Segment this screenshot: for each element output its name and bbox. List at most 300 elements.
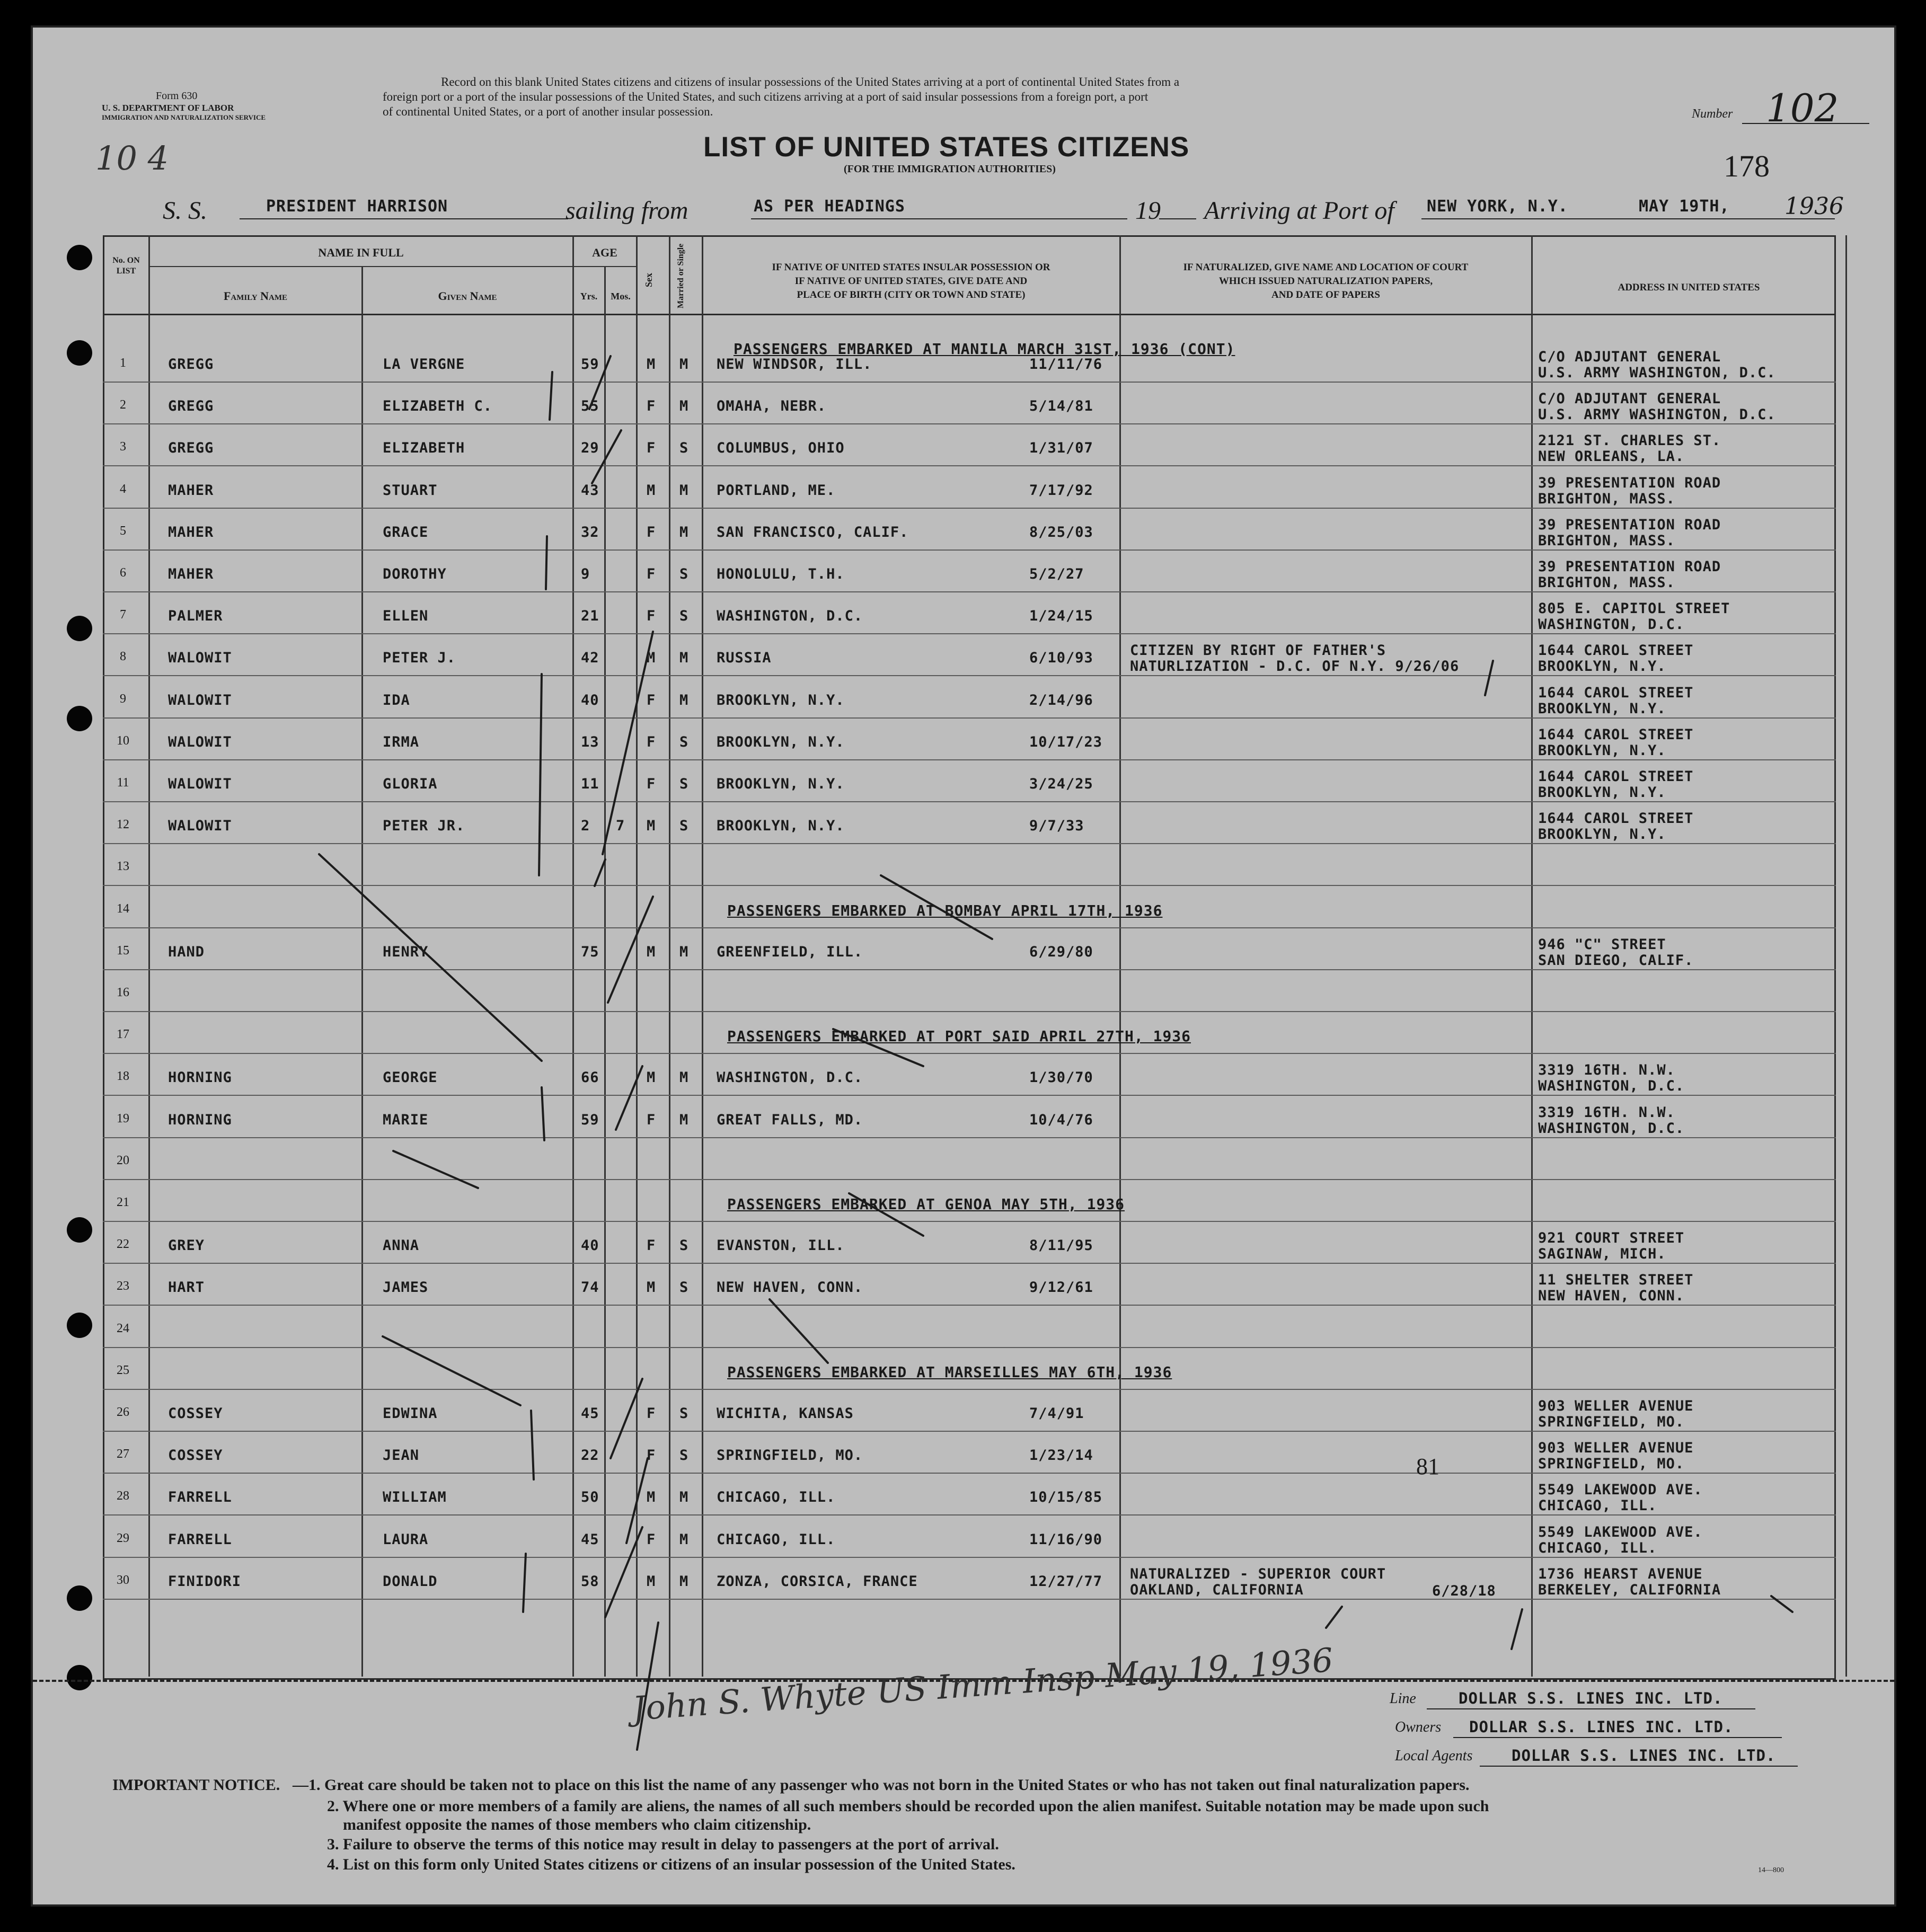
family-name: COSSEY	[168, 1405, 223, 1422]
birthdate: 7/17/92	[1029, 482, 1093, 499]
age-years: 21	[581, 608, 599, 625]
birthplace: ZONZA, CORSICA, FRANCE	[717, 1573, 918, 1590]
sex: F	[647, 1237, 656, 1254]
birthdate: 12/27/77	[1029, 1573, 1103, 1590]
sex: F	[647, 524, 656, 540]
age-years: 2	[581, 818, 590, 835]
marital-status: M	[679, 356, 689, 373]
address-line1: 946 "C" STREET	[1538, 936, 1666, 953]
marital-status: M	[679, 1489, 689, 1506]
birthplace: SPRINGFIELD, MO.	[717, 1447, 863, 1464]
agents-label: Local Agents	[1395, 1748, 1473, 1764]
given-name: JEAN	[383, 1447, 420, 1464]
sex: M	[647, 356, 656, 373]
family-name: WALOWIT	[168, 692, 232, 708]
age-years: 13	[581, 733, 599, 750]
instruction-line-1: Record on this blank United States citizens and citizens of insular possessions of the United States arriving at a port of continental United States from a	[441, 75, 1180, 88]
naturalization-line2: OAKLAND, CALIFORNIA	[1130, 1581, 1304, 1598]
age-years: 45	[581, 1405, 599, 1422]
row-number: 16	[117, 986, 129, 999]
age-years: 9	[581, 566, 590, 582]
birthdate: 1/30/70	[1029, 1069, 1093, 1086]
tick-mark	[849, 1193, 923, 1236]
department: U. S. DEPARTMENT OF LABOR	[102, 103, 234, 113]
birthplace: GREAT FALLS, MD.	[717, 1111, 863, 1128]
tick-mark	[539, 674, 542, 875]
tick-mark	[523, 1554, 526, 1612]
arrival-year: 1936	[1784, 193, 1844, 220]
marital-status: S	[679, 1279, 689, 1296]
sex: F	[647, 608, 656, 625]
address-line2: BROOKLYN, N.Y.	[1538, 826, 1666, 843]
notice-2b: manifest opposite the names of those members who claim citizenship.	[343, 1816, 811, 1833]
header-sex: Sex	[643, 273, 654, 287]
sex: M	[647, 1573, 656, 1590]
line-label: Line	[1390, 1690, 1416, 1707]
age-years: 75	[581, 943, 599, 960]
sex: F	[647, 692, 656, 708]
port-name: NEW YORK, N.Y.	[1427, 197, 1568, 216]
line-value: DOLLAR S.S. LINES INC. LTD.	[1459, 1689, 1723, 1707]
address-line1: 3319 16TH. N.W.	[1538, 1062, 1675, 1079]
header-no: No. ON LIST	[112, 256, 140, 276]
section-heading: PASSENGERS EMBARKED AT GENOA MAY 5TH, 1936	[727, 1195, 1125, 1213]
marital-status: M	[679, 1069, 689, 1086]
marital-status: M	[679, 650, 689, 667]
notice-3: 3. Failure to observe the terms of this notice may result in delay to passengers at the port of arrival.	[327, 1836, 999, 1853]
birthdate: 6/10/93	[1029, 650, 1093, 667]
age-years: 43	[581, 482, 599, 499]
margin-note: 10 4	[95, 139, 169, 178]
address-line2: SAGINAW, MICH.	[1538, 1246, 1666, 1263]
sex: M	[647, 650, 656, 667]
age-months: 7	[616, 818, 625, 835]
address-line1: 1644 CAROL STREET	[1538, 726, 1694, 743]
address-line1: 5549 LAKEWOOD AVE.	[1538, 1482, 1703, 1499]
given-name: ELIZABETH	[383, 440, 465, 457]
address-line1: 39 PRESENTATION ROAD	[1538, 474, 1721, 491]
ship-name: PRESIDENT HARRISON	[266, 197, 448, 216]
stamp-number: 178	[1724, 149, 1770, 183]
year-prefix: 19	[1135, 197, 1161, 225]
birthplace: WICHITA, KANSAS	[717, 1405, 854, 1422]
family-name: WALOWIT	[168, 818, 232, 835]
marital-status: S	[679, 566, 689, 582]
header-birth-line1: IF NATIVE OF UNITED STATES INSULAR POSSESSION OR	[772, 262, 1050, 273]
marital-status: M	[679, 943, 689, 960]
header-nat-line2: WHICH ISSUED NATURALIZATION PAPERS,	[1218, 276, 1433, 287]
family-name: FARRELL	[168, 1531, 232, 1548]
marital-status: S	[679, 1405, 689, 1422]
address-line2: WASHINGTON, D.C.	[1538, 1078, 1685, 1095]
sex: F	[647, 440, 656, 457]
arriving-label: Arriving at Port of	[1204, 197, 1394, 225]
family-name: PALMER	[168, 608, 223, 625]
owners-label: Owners	[1395, 1719, 1442, 1735]
given-name: MARIE	[383, 1111, 429, 1128]
given-name: EDWINA	[383, 1405, 438, 1422]
form-code: 14—800	[1758, 1866, 1784, 1874]
sex: F	[647, 776, 656, 792]
tick-mark	[589, 356, 611, 409]
tick-mark	[550, 372, 552, 420]
family-name: MAHER	[168, 566, 214, 582]
given-name: JAMES	[383, 1279, 429, 1296]
address-line2: CHICAGO, ILL.	[1538, 1539, 1657, 1556]
marital-status: M	[679, 1531, 689, 1548]
notice-1: —1. Great care should be taken not to place on this list the name of any passenger who was not born in the United States or who has not taken out final naturalization papers.	[293, 1776, 1470, 1794]
tick-mark	[608, 897, 653, 1003]
birthdate: 10/4/76	[1029, 1111, 1093, 1128]
age-years: 55	[581, 398, 599, 415]
sex: M	[647, 1279, 656, 1296]
family-name: GREGG	[168, 398, 214, 415]
page-subtitle: (FOR THE IMMIGRATION AUTHORITIES)	[844, 163, 1056, 175]
marital-status: S	[679, 733, 689, 750]
marital-status: M	[679, 482, 689, 499]
tick-mark	[531, 1411, 534, 1479]
birthdate: 8/25/03	[1029, 524, 1093, 540]
tick-mark	[592, 430, 621, 483]
marital-status: M	[679, 398, 689, 415]
address-line2: NEW ORLEANS, LA.	[1538, 448, 1685, 465]
agents-value: DOLLAR S.S. LINES INC. LTD.	[1512, 1747, 1776, 1765]
section-heading: PASSENGERS EMBARKED AT MARSEILLES MAY 6TH, 1936	[727, 1363, 1172, 1381]
given-name: WILLIAM	[383, 1489, 447, 1506]
stamp-81: 81	[1416, 1454, 1439, 1479]
birthdate: 3/24/25	[1029, 776, 1093, 792]
tick-mark	[546, 536, 547, 589]
birthplace: OMAHA, NEBR.	[717, 398, 827, 415]
ss-label: S. S.	[163, 197, 207, 225]
row-number: 27	[117, 1447, 129, 1461]
header-family-name: Family Name	[223, 289, 288, 303]
given-name: ELLEN	[383, 608, 429, 625]
given-name: GRACE	[383, 524, 429, 540]
header-nat-line3: AND DATE OF PAPERS	[1271, 289, 1380, 300]
row-number: 2	[120, 398, 126, 412]
age-years: 11	[581, 776, 599, 792]
family-name: WALOWIT	[168, 776, 232, 792]
birthplace: GREENFIELD, ILL.	[717, 943, 863, 960]
birthdate: 11/16/90	[1029, 1531, 1103, 1548]
birthplace: PORTLAND, ME.	[717, 482, 836, 499]
address-line1: 1644 CAROL STREET	[1538, 810, 1694, 827]
address-line2: CHICAGO, ILL.	[1538, 1497, 1657, 1514]
birthplace: BROOKLYN, N.Y.	[717, 733, 845, 750]
tick-mark	[595, 859, 605, 886]
sex: F	[647, 1447, 656, 1464]
birthplace: EVANSTON, ILL.	[717, 1237, 845, 1254]
header-given-name: Given Name	[438, 289, 497, 303]
address-line1: 903 WELLER AVENUE	[1538, 1440, 1694, 1457]
header-birth-line3: PLACE OF BIRTH (CITY OR TOWN AND STATE)	[797, 289, 1026, 300]
row-number: 10	[117, 733, 129, 748]
address-line2: BROOKLYN, N.Y.	[1538, 700, 1666, 717]
tick-mark	[393, 1151, 478, 1188]
notice-title: IMPORTANT NOTICE.	[112, 1776, 280, 1794]
address-line2: U.S. ARMY WASHINGTON, D.C.	[1538, 365, 1776, 381]
age-years: 58	[581, 1573, 599, 1590]
section-heading: PASSENGERS EMBARKED AT BOMBAY APRIL 17TH, 1936	[727, 901, 1163, 919]
address-line1: 11 SHELTER STREET	[1538, 1272, 1694, 1289]
marital-status: S	[679, 818, 689, 835]
row-number: 11	[117, 776, 129, 790]
tick-mark	[626, 1458, 648, 1543]
age-years: 40	[581, 1237, 599, 1254]
header-birth-line2: IF NATIVE OF UNITED STATES, GIVE DATE AND	[794, 276, 1028, 287]
tick-mark	[881, 875, 992, 939]
age-years: 22	[581, 1447, 599, 1464]
address-line2: SPRINGFIELD, MO.	[1538, 1414, 1685, 1430]
given-name: STUART	[383, 482, 438, 499]
birthplace: WASHINGTON, D.C.	[717, 608, 863, 625]
sailing-label: sailing from	[566, 197, 688, 225]
marital-status: S	[679, 608, 689, 625]
birthdate: 1/24/15	[1029, 608, 1093, 625]
row-number: 15	[117, 943, 129, 958]
header-yrs: Yrs.	[580, 291, 598, 302]
header-married: Married or Single	[676, 243, 685, 308]
birthplace: NEW HAVEN, CONN.	[717, 1279, 863, 1296]
address-line1: 1644 CAROL STREET	[1538, 684, 1694, 701]
birthplace: CHICAGO, ILL.	[717, 1489, 836, 1506]
birthplace: BROOKLYN, N.Y.	[717, 776, 845, 792]
birthdate: 5/14/81	[1029, 398, 1093, 415]
row-number: 23	[117, 1279, 129, 1293]
address-line2: BRIGHTON, MASS.	[1538, 490, 1675, 507]
family-name: HORNING	[168, 1111, 232, 1128]
given-name: IRMA	[383, 733, 420, 750]
naturalization-line2: NATURLIZATION - D.C. OF N.Y. 9/26/06	[1130, 658, 1460, 675]
row-number: 3	[120, 440, 126, 454]
address-line1: 1644 CAROL STREET	[1538, 642, 1694, 659]
birthdate: 8/11/95	[1029, 1237, 1093, 1254]
birthdate: 1/23/14	[1029, 1447, 1093, 1464]
address-line1: 1644 CAROL STREET	[1538, 768, 1694, 785]
row-number: 19	[117, 1111, 129, 1125]
row-number: 7	[120, 608, 126, 622]
sex: M	[647, 482, 656, 499]
sex: M	[647, 1489, 656, 1506]
row-number: 29	[117, 1531, 129, 1545]
birthdate: 9/12/61	[1029, 1279, 1093, 1296]
birthplace: CHICAGO, ILL.	[717, 1531, 836, 1548]
family-name: FARRELL	[168, 1489, 232, 1506]
birthdate: 2/14/96	[1029, 692, 1093, 708]
birthdate: 1/31/07	[1029, 440, 1093, 457]
instruction-line-2: foreign port or a port of the insular possessions of the United States, and such citizens arriving at a port of said insular possessions from a foreign port, a port	[383, 90, 1148, 103]
birthplace: BROOKLYN, N.Y.	[717, 818, 845, 835]
row-number: 26	[117, 1405, 129, 1419]
birthdate: 9/7/33	[1029, 818, 1084, 835]
birthdate: 11/11/76	[1029, 356, 1103, 373]
given-name: IDA	[383, 692, 410, 708]
marital-status: M	[679, 1573, 689, 1590]
address-line2: NEW HAVEN, CONN.	[1538, 1288, 1685, 1305]
address-line1: 5549 LAKEWOOD AVE.	[1538, 1523, 1703, 1540]
address-line2: WASHINGTON, D.C.	[1538, 616, 1685, 633]
tick-mark	[637, 1623, 658, 1750]
row-number: 25	[117, 1363, 129, 1377]
address-line1: 805 E. CAPITOL STREET	[1538, 600, 1730, 617]
given-name: HENRY	[383, 943, 429, 960]
family-name: WALOWIT	[168, 733, 232, 750]
birthdate: 10/15/85	[1029, 1489, 1103, 1506]
family-name: GREGG	[168, 440, 214, 457]
row-number: 13	[117, 859, 129, 874]
family-name: MAHER	[168, 482, 214, 499]
naturalization-line1: CITIZEN BY RIGHT OF FATHER'S	[1130, 642, 1386, 659]
marital-status: S	[679, 1237, 689, 1254]
given-name: GLORIA	[383, 776, 438, 792]
address-line2: BERKELEY, CALIFORNIA	[1538, 1581, 1721, 1598]
birthplace: COLUMBUS, OHIO	[717, 440, 845, 457]
sex: M	[647, 1069, 656, 1086]
row-number: 17	[117, 1027, 129, 1042]
notice-4: 4. List on this form only United States citizens or citizens of an insular possession of the United States.	[327, 1856, 1015, 1873]
tick-mark	[603, 632, 653, 854]
address-line2: BRIGHTON, MASS.	[1538, 532, 1675, 549]
family-name: HORNING	[168, 1069, 232, 1086]
marital-status: S	[679, 776, 689, 792]
address-line2: SAN DIEGO, CALIF.	[1538, 952, 1694, 969]
address-line1: 39 PRESENTATION ROAD	[1538, 559, 1721, 575]
birthplace: WASHINGTON, D.C.	[717, 1069, 863, 1086]
address-line1: 903 WELLER AVENUE	[1538, 1398, 1694, 1414]
row-number: 24	[117, 1321, 129, 1335]
age-years: 42	[581, 650, 599, 667]
address-line2: SPRINGFIELD, MO.	[1538, 1456, 1685, 1473]
section-heading: PASSENGERS EMBARKED AT PORT SAID APRIL 27TH, 1936	[727, 1027, 1191, 1045]
family-name: GREGG	[168, 356, 214, 373]
address-line1: 39 PRESENTATION ROAD	[1538, 516, 1721, 533]
manifest-sheet	[31, 25, 1896, 1907]
age-years: 29	[581, 440, 599, 457]
birthplace: BROOKLYN, N.Y.	[717, 692, 845, 708]
age-years: 74	[581, 1279, 599, 1296]
header-address: ADDRESS IN UNITED STATES	[1618, 282, 1760, 293]
row-number: 22	[117, 1237, 129, 1252]
address-line2: BROOKLYN, N.Y.	[1538, 784, 1666, 801]
given-name: PETER J.	[383, 650, 456, 667]
header-mos: Mos.	[611, 291, 631, 302]
row-number: 5	[120, 524, 126, 538]
given-name: ANNA	[383, 1237, 420, 1254]
sex: M	[647, 818, 656, 835]
tick-mark	[542, 1087, 544, 1140]
pencil-marks	[33, 28, 1896, 1907]
row-number: 1	[120, 356, 126, 370]
tick-mark	[616, 1066, 642, 1130]
address-line1: 3319 16TH. N.W.	[1538, 1104, 1675, 1121]
age-years: 40	[581, 692, 599, 708]
birthdate: 7/4/91	[1029, 1405, 1084, 1422]
number-label: Number	[1692, 107, 1733, 121]
arrival-date: MAY 19TH,	[1639, 197, 1730, 216]
row-number: 9	[120, 692, 126, 706]
marital-status: S	[679, 1447, 689, 1464]
marital-status: M	[679, 692, 689, 708]
address-line1: C/O ADJUTANT GENERAL	[1538, 391, 1721, 407]
address-line1: 921 COURT STREET	[1538, 1230, 1685, 1247]
row-number: 6	[120, 566, 126, 580]
naturalization-date: 6/28/18	[1432, 1582, 1496, 1599]
tick-mark	[605, 1527, 642, 1617]
page-title: LIST OF UNITED STATES CITIZENS	[703, 131, 1190, 163]
family-name: FINIDORI	[168, 1573, 242, 1590]
age-years: 59	[581, 356, 599, 373]
sex: F	[647, 566, 656, 582]
age-years: 50	[581, 1489, 599, 1506]
number-value: 102	[1766, 86, 1839, 130]
age-years: 66	[581, 1069, 599, 1086]
form-number: Form 630	[156, 90, 198, 102]
sex: F	[647, 733, 656, 750]
birthplace: HONOLULU, T.H.	[717, 566, 845, 582]
sex: F	[647, 1111, 656, 1128]
instruction-line-3: of continental United States, or a port of another insular possession.	[383, 105, 713, 118]
marital-status: M	[679, 1111, 689, 1128]
tick-mark	[319, 854, 542, 1061]
header-nat-line1: IF NATURALIZED, GIVE NAME AND LOCATION OF COURT	[1183, 262, 1469, 273]
tick-mark	[1512, 1609, 1522, 1649]
row-number: 18	[117, 1069, 129, 1084]
birthplace: RUSSIA	[717, 650, 772, 667]
address-line1: C/O ADJUTANT GENERAL	[1538, 349, 1721, 365]
tick-mark	[1485, 661, 1493, 695]
service: IMMIGRATION AND NATURALIZATION SERVICE	[102, 113, 266, 121]
family-name: WALOWIT	[168, 650, 232, 667]
given-name: GEORGE	[383, 1069, 438, 1086]
given-name: LAURA	[383, 1531, 429, 1548]
inspector-signature: John S. Whyte US Imm Insp May 19, 1936	[631, 1640, 1335, 1729]
row-number: 12	[117, 818, 129, 832]
sex: M	[647, 943, 656, 960]
address-line2: BRIGHTON, MASS.	[1538, 574, 1675, 591]
address-line2: BROOKLYN, N.Y.	[1538, 658, 1666, 675]
address-line1: 1736 HEARST AVENUE	[1538, 1565, 1703, 1582]
age-years: 32	[581, 524, 599, 540]
row-number: 14	[117, 901, 129, 916]
given-name: ELIZABETH C.	[383, 398, 493, 415]
tick-mark	[1326, 1607, 1342, 1628]
section-heading: PASSENGERS EMBARKED AT MANILA MARCH 31ST, 1936 (CONT)	[734, 340, 1235, 358]
naturalization-line1: NATURALIZED - SUPERIOR COURT	[1130, 1565, 1386, 1582]
birthplace: SAN FRANCISCO, CALIF.	[717, 524, 909, 540]
address-line2: BROOKLYN, N.Y.	[1538, 742, 1666, 759]
family-name: HART	[168, 1279, 205, 1296]
address-line2: WASHINGTON, D.C.	[1538, 1120, 1685, 1137]
age-years: 59	[581, 1111, 599, 1128]
family-name: HAND	[168, 943, 205, 960]
birthplace: NEW WINDSOR, ILL.	[717, 356, 872, 373]
address-line2: U.S. ARMY WASHINGTON, D.C.	[1538, 406, 1776, 423]
given-name: DOROTHY	[383, 566, 447, 582]
sex: F	[647, 1405, 656, 1422]
tick-mark	[833, 1029, 923, 1066]
notice-2: 2. Where one or more members of a family are aliens, the names of all such members should be recorded upon the alien manifest. Suitable notation may be made upon such	[327, 1797, 1489, 1815]
birthdate: 5/2/27	[1029, 566, 1084, 582]
age-years: 45	[581, 1531, 599, 1548]
family-name: MAHER	[168, 524, 214, 540]
given-name: LA VERGNE	[383, 356, 465, 373]
family-name: GREY	[168, 1237, 205, 1254]
birthdate: 10/17/23	[1029, 733, 1103, 750]
tick-mark	[1771, 1596, 1792, 1612]
row-number: 28	[117, 1489, 129, 1503]
marital-status: M	[679, 524, 689, 540]
